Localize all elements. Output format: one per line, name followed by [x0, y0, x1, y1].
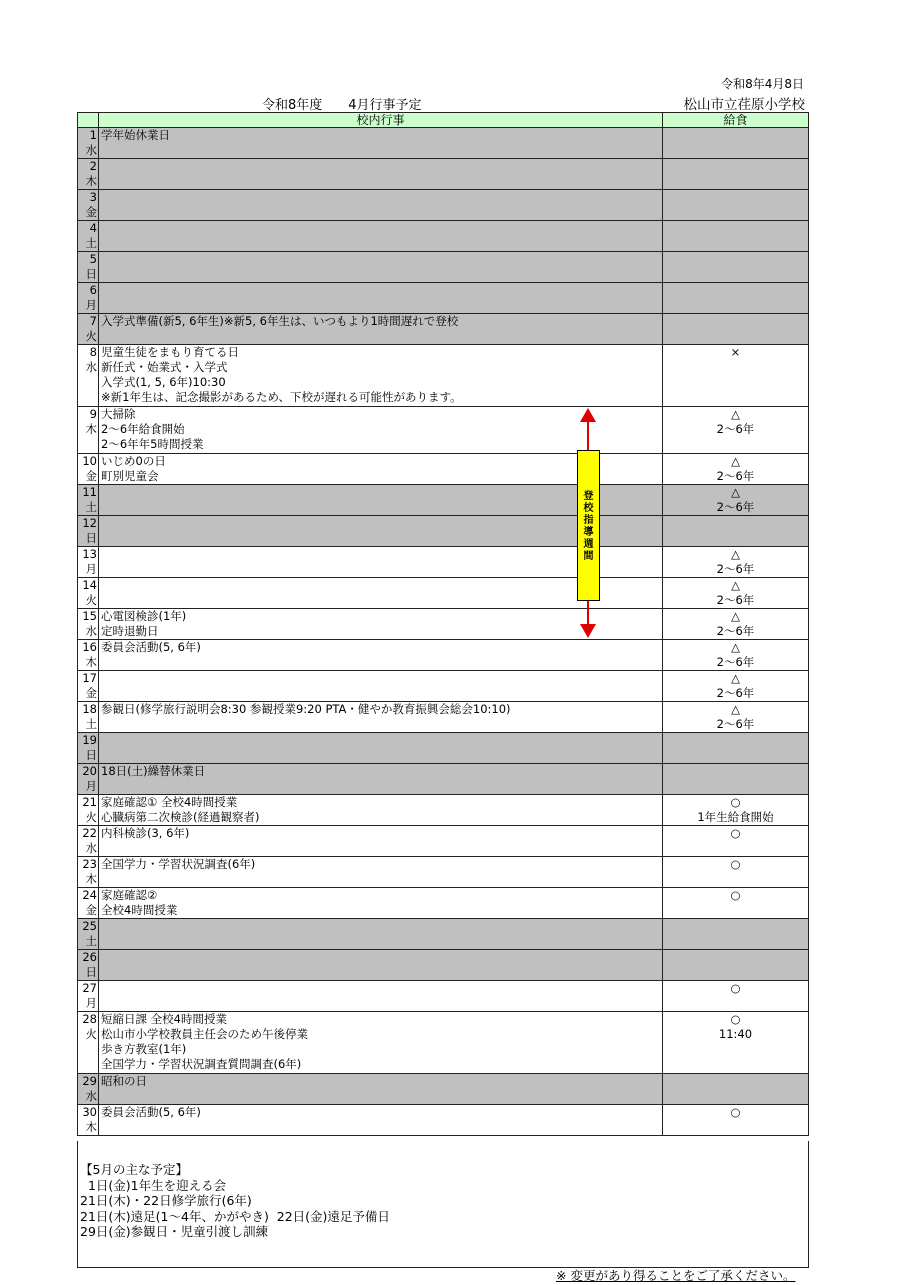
lunch-text: ○	[730, 1105, 741, 1119]
event-text: 内科検診(3, 6年)	[101, 826, 190, 840]
day-cell	[78, 1012, 99, 1074]
lunch-text: △	[731, 609, 740, 623]
lunch-cell	[663, 547, 809, 578]
day-cell	[78, 671, 99, 702]
lunch-text: 2～6年	[716, 624, 755, 638]
may-heading: 【5月の主な予定】	[80, 1162, 188, 1177]
banner-char: 登	[583, 491, 594, 502]
schedule-row	[78, 919, 809, 950]
event-cell	[99, 1074, 663, 1105]
lunch-cell	[663, 159, 809, 190]
event-cell	[99, 1012, 663, 1074]
schedule-row	[78, 671, 809, 702]
day-number: 27	[82, 981, 97, 995]
event-text: 町別児童会	[101, 469, 159, 483]
schedule-row	[78, 407, 809, 454]
event-cell	[99, 981, 663, 1012]
weekday: 日	[85, 531, 97, 545]
day-cell	[78, 702, 99, 733]
day-number: 18	[82, 702, 97, 716]
event-text: 心電図検診(1年)	[101, 609, 187, 623]
lunch-cell	[663, 1012, 809, 1074]
banner-char: 指	[583, 515, 594, 526]
schedule-row	[78, 857, 809, 888]
lunch-text: △	[731, 485, 740, 499]
lunch-cell	[663, 609, 809, 640]
day-cell	[78, 609, 99, 640]
event-cell	[99, 345, 663, 407]
may-item: 21日(木)・22日修学旅行(6年)	[80, 1193, 252, 1208]
weekday: 木	[85, 872, 97, 886]
event-text: 全国学力・学習状況調査質問調査(6年)	[101, 1057, 302, 1071]
lunch-cell	[663, 314, 809, 345]
event-text: 18日(土)繰替休業日	[101, 764, 206, 778]
event-text: 学年始休業日	[101, 128, 170, 142]
event-cell	[99, 857, 663, 888]
lunch-text: △	[731, 407, 740, 421]
weekday: 日	[85, 965, 97, 979]
lunch-cell	[663, 919, 809, 950]
day-cell	[78, 888, 99, 919]
day-cell	[78, 407, 99, 454]
schedule-row	[78, 950, 809, 981]
schedule-row	[78, 516, 809, 547]
event-cell	[99, 764, 663, 795]
banner-char: 週	[583, 539, 594, 550]
lunch-text: ○	[730, 981, 741, 995]
schedule-row	[78, 190, 809, 221]
lunch-text: △	[731, 578, 740, 592]
lunch-text: 2～6年	[716, 593, 755, 607]
event-text: 入学式(1, 5, 6年)10:30	[101, 375, 226, 389]
weekday: 土	[85, 500, 97, 514]
lunch-cell	[663, 826, 809, 857]
lunch-cell	[663, 981, 809, 1012]
lunch-cell	[663, 516, 809, 547]
schedule-row	[78, 1074, 809, 1105]
day-number: 26	[82, 950, 97, 964]
weekday: 火	[85, 810, 97, 824]
event-text: 大掃除	[101, 407, 136, 421]
day-cell	[78, 1105, 99, 1136]
lunch-text: △	[731, 454, 740, 468]
event-cell	[99, 252, 663, 283]
event-text: 定時退勤日	[101, 624, 159, 638]
weekday: 月	[85, 996, 97, 1010]
day-cell	[78, 857, 99, 888]
event-cell	[99, 221, 663, 252]
day-number: 11	[82, 485, 97, 499]
lunch-text: 2～6年	[716, 500, 755, 514]
weekday: 水	[85, 624, 97, 638]
banner-char: 校	[583, 503, 594, 514]
event-text: 参観日(修学旅行説明会8:30 参観授業9:20 PTA・健やか教育振興会総会10:10)	[101, 702, 511, 716]
schedule-row	[78, 485, 809, 516]
event-text: 松山市小学校教員主任会のため午後停業	[101, 1027, 308, 1041]
day-cell	[78, 314, 99, 345]
schedule-row	[78, 1012, 809, 1074]
lunch-cell	[663, 345, 809, 407]
schedule-row	[78, 578, 809, 609]
day-number: 21	[82, 795, 97, 809]
lunch-text: 2～6年	[716, 655, 755, 669]
weekday: 土	[85, 236, 97, 250]
schedule-row	[78, 981, 809, 1012]
schedule-row	[78, 159, 809, 190]
lunch-cell	[663, 950, 809, 981]
weekday: 月	[85, 298, 97, 312]
event-text: 児童生徒をまもり育てる日	[101, 345, 239, 359]
day-cell	[78, 764, 99, 795]
day-number: 10	[82, 454, 97, 468]
schedule-table	[77, 112, 809, 1136]
event-text: ※新1年生は、記念撮影があるため、下校が遅れる可能性があります。	[101, 390, 462, 404]
lunch-text: 2～6年	[716, 422, 755, 436]
lunch-cell	[663, 252, 809, 283]
day-cell	[78, 252, 99, 283]
may-item: 1日(金)1年生を迎える会	[80, 1177, 227, 1193]
day-number: 3	[89, 190, 97, 204]
schedule-row	[78, 764, 809, 795]
weekday: 水	[85, 1089, 97, 1103]
schedule-row	[78, 702, 809, 733]
weekday: 水	[85, 360, 97, 374]
event-cell	[99, 128, 663, 159]
lunch-text: △	[731, 547, 740, 561]
weekday: 土	[85, 717, 97, 731]
event-cell	[99, 671, 663, 702]
weekday: 金	[85, 469, 97, 483]
weekday: 火	[85, 593, 97, 607]
may-schedule	[80, 1162, 390, 1240]
day-number: 2	[89, 159, 97, 173]
event-text: 2～6年年5時間授業	[101, 437, 204, 451]
lunch-text: ○	[730, 826, 741, 840]
header-lunch: 給食	[663, 113, 809, 128]
lunch-cell	[663, 221, 809, 252]
schedule-row	[78, 640, 809, 671]
change-note: ※ 変更があり得ることをご了承ください。	[556, 1268, 796, 1283]
day-number: 15	[82, 609, 97, 623]
lunch-cell	[663, 485, 809, 516]
lunch-cell	[663, 733, 809, 764]
weekday: 金	[85, 686, 97, 700]
event-text: 昭和の日	[101, 1074, 147, 1088]
weekday: 金	[85, 903, 97, 917]
day-number: 5	[89, 252, 97, 266]
day-number: 30	[82, 1105, 97, 1119]
weekday: 金	[85, 205, 97, 219]
weekday: 火	[85, 329, 97, 343]
event-cell	[99, 190, 663, 221]
event-text: 短縮日課 全校4時間授業	[101, 1012, 227, 1026]
weekday: 土	[85, 934, 97, 948]
lunch-cell	[663, 190, 809, 221]
school-name: 松山市立荏原小学校	[683, 97, 805, 113]
day-cell	[78, 795, 99, 826]
day-number: 20	[82, 764, 97, 778]
schedule-row	[78, 283, 809, 314]
lunch-cell	[663, 128, 809, 159]
event-text: 委員会活動(5, 6年)	[101, 1105, 201, 1119]
header-day-cell	[78, 113, 99, 128]
table-header-row	[78, 113, 809, 128]
event-text: 入学式準備(新5, 6年生)※新5, 6年生は、いつもより1時間遅れで登校	[101, 314, 459, 328]
day-cell	[78, 1074, 99, 1105]
lunch-cell	[663, 1105, 809, 1136]
day-cell	[78, 221, 99, 252]
lunch-text: △	[731, 640, 740, 654]
weekday: 木	[85, 1120, 97, 1134]
event-cell	[99, 609, 663, 640]
lunch-cell	[663, 764, 809, 795]
event-text: 新任式・始業式・入学式	[101, 360, 228, 374]
weekday: 月	[85, 562, 97, 576]
guidance-week-banner	[577, 450, 600, 601]
document-date: 令和8年4月8日	[721, 77, 804, 91]
event-cell	[99, 919, 663, 950]
lunch-text: 2～6年	[716, 717, 755, 731]
day-cell	[78, 454, 99, 485]
lunch-text: 1年生給食開始	[697, 810, 774, 824]
event-cell	[99, 795, 663, 826]
lunch-cell	[663, 1074, 809, 1105]
event-text: 歩き方教室(1年)	[101, 1042, 187, 1056]
day-cell	[78, 516, 99, 547]
lunch-cell	[663, 888, 809, 919]
lunch-cell	[663, 283, 809, 314]
lunch-cell	[663, 795, 809, 826]
lunch-cell	[663, 578, 809, 609]
schedule-row	[78, 795, 809, 826]
event-cell	[99, 407, 663, 454]
schedule-row	[78, 1105, 809, 1136]
schedule-row	[78, 826, 809, 857]
weekday: 月	[85, 779, 97, 793]
weekday: 日	[85, 267, 97, 281]
may-item: 21日(木)遠足(1～4年、かがやき) 22日(金)遠足予備日	[80, 1208, 390, 1224]
event-cell	[99, 950, 663, 981]
schedule-row	[78, 314, 809, 345]
lunch-text: ○	[730, 1012, 741, 1026]
day-number: 1	[89, 128, 97, 142]
day-cell	[78, 128, 99, 159]
schedule-row	[78, 221, 809, 252]
event-cell	[99, 826, 663, 857]
lunch-cell	[663, 454, 809, 485]
weekday: 水	[85, 143, 97, 157]
event-text: 心臓病第二次検診(経過観察者)	[101, 810, 260, 824]
event-text: 委員会活動(5, 6年)	[101, 640, 201, 654]
weekday: 木	[85, 655, 97, 669]
day-cell	[78, 345, 99, 407]
lunch-cell	[663, 407, 809, 454]
weekday: 火	[85, 1027, 97, 1041]
event-text: いじめ0の日	[101, 454, 166, 468]
event-text: 全国学力・学習状況調査(6年)	[101, 857, 256, 871]
schedule-row	[78, 345, 809, 407]
schedule-row	[78, 888, 809, 919]
day-number: 12	[82, 516, 97, 530]
day-cell	[78, 640, 99, 671]
day-number: 7	[89, 314, 97, 328]
banner-char: 間	[583, 551, 594, 562]
event-cell	[99, 283, 663, 314]
day-number: 25	[82, 919, 97, 933]
lunch-text: △	[731, 671, 740, 685]
schedule-row	[78, 128, 809, 159]
lunch-text: ○	[730, 888, 741, 902]
day-cell	[78, 283, 99, 314]
day-cell	[78, 485, 99, 516]
day-number: 19	[82, 733, 97, 747]
day-cell	[78, 826, 99, 857]
day-number: 16	[82, 640, 97, 654]
schedule-row	[78, 547, 809, 578]
day-number: 29	[82, 1074, 97, 1088]
day-number: 22	[82, 826, 97, 840]
event-cell	[99, 640, 663, 671]
lunch-text: ×	[730, 345, 741, 359]
schedule-row	[78, 252, 809, 283]
event-cell	[99, 733, 663, 764]
lunch-text: △	[731, 702, 740, 716]
weekday: 木	[85, 422, 97, 436]
day-number: 6	[89, 283, 97, 297]
schedule-row	[78, 609, 809, 640]
event-cell	[99, 1105, 663, 1136]
weekday: 木	[85, 174, 97, 188]
day-number: 28	[82, 1012, 97, 1026]
day-number: 13	[82, 547, 97, 561]
event-text: 全校4時間授業	[101, 903, 178, 917]
event-cell	[99, 888, 663, 919]
event-cell	[99, 702, 663, 733]
lunch-cell	[663, 671, 809, 702]
day-number: 9	[89, 407, 97, 421]
event-text: 家庭確認②	[101, 888, 158, 902]
weekday: 日	[85, 748, 97, 762]
lunch-cell	[663, 857, 809, 888]
may-item: 29日(金)参観日・児童引渡し訓練	[80, 1224, 269, 1239]
lunch-text: 2～6年	[716, 469, 755, 483]
day-number: 4	[89, 221, 97, 235]
day-cell	[78, 919, 99, 950]
lunch-text: 2～6年	[716, 562, 755, 576]
day-number: 17	[82, 671, 97, 685]
day-number: 14	[82, 578, 97, 592]
day-cell	[78, 547, 99, 578]
day-cell	[78, 159, 99, 190]
header-events: 校内行事	[99, 113, 663, 128]
weekday: 水	[85, 841, 97, 855]
day-cell	[78, 190, 99, 221]
day-number: 23	[82, 857, 97, 871]
day-cell	[78, 981, 99, 1012]
banner-char: 導	[583, 527, 594, 538]
event-text: 家庭確認① 全校4時間授業	[101, 795, 238, 809]
schedule-row	[78, 454, 809, 485]
event-cell	[99, 314, 663, 345]
lunch-text: 11:40	[718, 1027, 753, 1041]
lunch-text: 2～6年	[716, 686, 755, 700]
page-title: 令和8年度 4月行事予定	[262, 98, 422, 113]
day-cell	[78, 578, 99, 609]
day-number: 8	[89, 345, 97, 359]
day-number: 24	[82, 888, 97, 902]
lunch-text: ○	[730, 857, 741, 871]
event-cell	[99, 159, 663, 190]
day-cell	[78, 950, 99, 981]
lunch-cell	[663, 702, 809, 733]
day-cell	[78, 733, 99, 764]
event-text: 2～6年給食開始	[101, 422, 185, 436]
lunch-cell	[663, 640, 809, 671]
schedule-row	[78, 733, 809, 764]
lunch-text: ○	[730, 795, 741, 809]
